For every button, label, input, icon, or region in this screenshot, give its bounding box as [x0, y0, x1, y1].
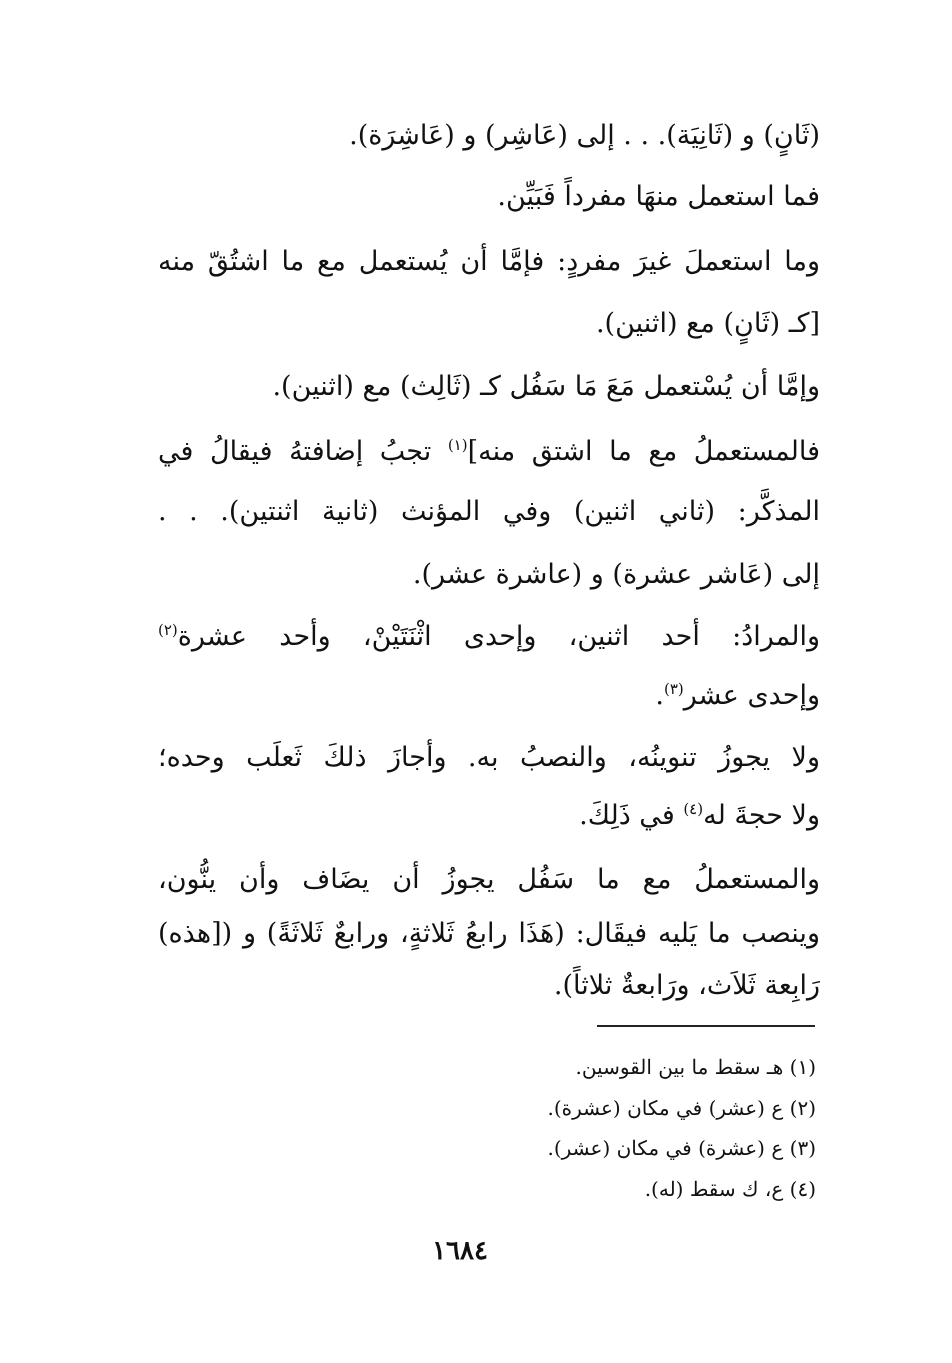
footnote-4: (٤) ع، ك سقط (له).	[644, 1177, 816, 1201]
page-number: ١٦٨٤	[432, 1236, 488, 1266]
text-line-6-rest: تجبُ إضافتهُ فيقالُ في	[158, 436, 448, 467]
footnote-ref-3: (٣)	[664, 680, 684, 698]
text-line-12-rest: في ذَلِكَ.	[579, 800, 684, 831]
text-line-10	[655, 676, 820, 716]
text-line-13: والمستعملُ مع ما سَفُل يجوزُ أن يضَاف وأن ينُّون،	[158, 864, 820, 895]
text-line-3: وما استعملَ غيرَ مفردٍ: فإمَّا أن يُستعمل مع ما اشتُقّ منه	[158, 246, 820, 277]
footnote-2: (٢) ع (عشر) في مكان (عشرة).	[547, 1096, 816, 1120]
text-line-9-main: والمرادُ: أحد اثنين، وإحدى اثْنَتَيْنْ، وأحد عشرة	[177, 621, 820, 652]
text-line-5: وإمَّا أن يُسْتعمل مَعَ مَا سَفُل كـ (ثَالِث) مع (اثنين).	[272, 371, 820, 402]
text-line-6	[158, 432, 820, 472]
text-line-12-main: ولا حجةَ له	[703, 800, 820, 831]
footnote-ref-2: (٢)	[158, 621, 178, 639]
text-line-10-main: وإحدى عشر	[683, 680, 820, 711]
text-line-9	[158, 617, 820, 657]
footnote-ref-4: (٤)	[683, 800, 704, 818]
text-line-12	[579, 796, 820, 836]
text-line-8: إلى (عَاشر عشرة) و (عاشرة عشر).	[412, 559, 820, 590]
footnote-1: (١) هـ سقط ما بين القوسين.	[575, 1055, 816, 1079]
footnote-3: (٣) ع (عشرة) في مكان (عشر).	[547, 1136, 816, 1160]
text-line-7: المذكَّر: (ثاني اثنين) وفي المؤنث (ثانية اثنتين). . .	[158, 496, 820, 527]
text-line-15: رَابِعة ثَلاَث، ورَابعةٌ ثلاثاً).	[553, 970, 820, 1001]
text-line-2: فما استعمل منهَا مفرداً فَبَيِّن.	[497, 181, 820, 212]
text-line-4: [كـ (ثَانٍ) مع (اثنين).	[595, 308, 820, 339]
footnote-ref-1: (١)	[447, 436, 468, 454]
footnote-separator	[597, 1025, 815, 1027]
text-line-14: وينصب ما يَليه فيقَال: (هَذَا رابعُ ثَلاثةٍ، ورابعٌ ثَلاثَةً) و ([هذه)	[158, 918, 820, 949]
text-line-10-rest: .	[655, 680, 664, 711]
text-line-6-main: فالمستعملُ مع ما اشتق منه]	[467, 436, 821, 467]
text-line-11: ولا يجوزُ تنوينُه، والنصبُ به. وأجازَ ذلكَ ثَعلَب وحده؛	[158, 742, 820, 773]
text-line-1: (ثَانٍ) و (ثَانِيَة). . . إلى (عَاشِر) و (عَاشِرَة).	[349, 120, 820, 151]
